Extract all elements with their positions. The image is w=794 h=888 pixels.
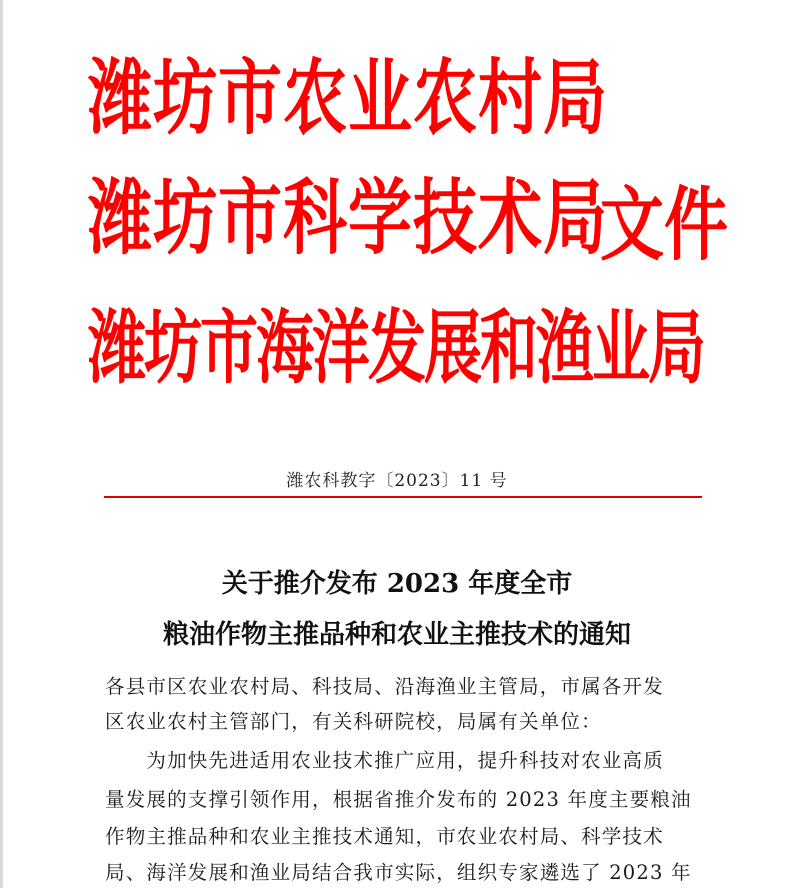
red-header-rule — [104, 496, 702, 498]
body-line-6: 局、海洋发展和渔业局结合我市实际，组织专家遴选了 2023 年 — [105, 861, 692, 884]
page-edge-rule — [0, 0, 3, 888]
body-line-2: 区农业农村主管部门，有关科研院校，局属有关单位： — [105, 710, 602, 733]
issuer-science-bureau: 潍坊市科学技术局 — [88, 170, 608, 267]
body-line-1: 各县市区农业农村局、科技局、沿海渔业主管局，市属各开发 — [105, 675, 664, 698]
body-line-4: 量发展的支撑引领作用，根据省推介发布的 2023 年度主要粮油 — [105, 788, 692, 811]
document-type-word: 文件 — [600, 178, 728, 273]
notice-title-line-2: 粮油作物主推品种和农业主推技术的通知 — [162, 620, 631, 650]
body-line-3: 为加快先进适用农业技术推广应用，提升科技对农业高质 — [105, 749, 664, 772]
document-number: 潍农科教字〔2023〕11 号 — [286, 471, 508, 491]
body-line-5: 作物主推品种和农业主推技术通知，市农业农村局、科学技术 — [105, 825, 664, 848]
notice-title-line-1: 关于推介发布 2023 年度全市 — [221, 569, 573, 599]
issuer-ocean-fishery-bureau: 潍坊市海洋发展和渔业局 — [88, 301, 705, 395]
issuer-agriculture-bureau: 潍坊市农业农村局 — [88, 50, 608, 147]
